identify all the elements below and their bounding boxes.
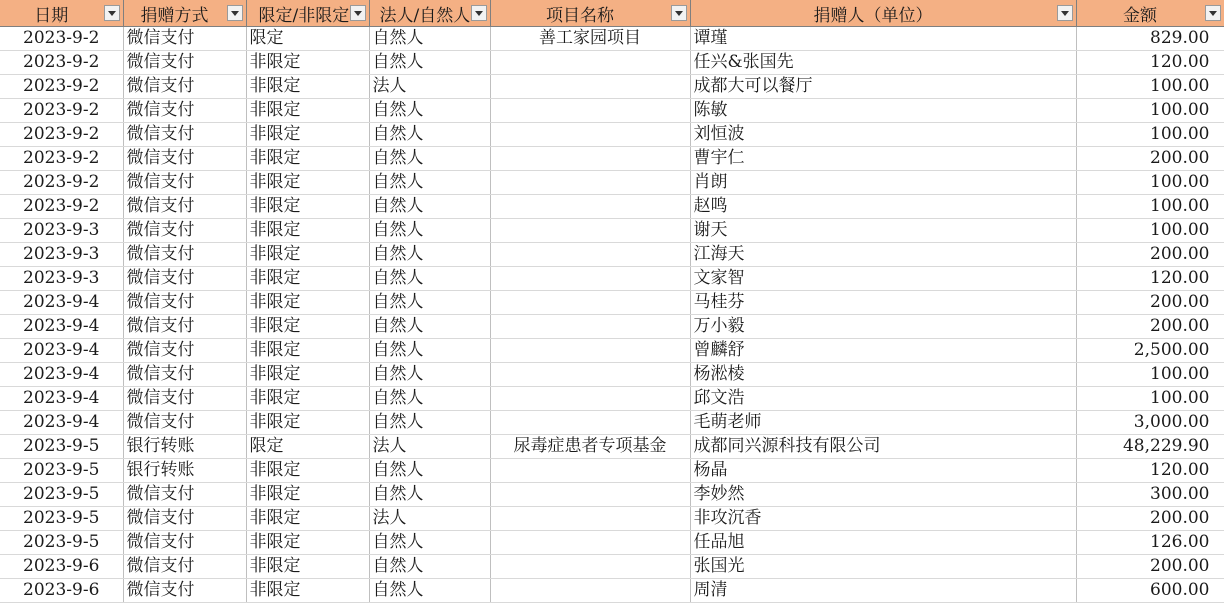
cell-date[interactable]: 2023-9-2	[0, 147, 123, 171]
cell-donor[interactable]: 任品旭	[690, 531, 1076, 555]
header-date[interactable]	[0, 0, 123, 27]
cell-donor[interactable]: 谢天	[690, 219, 1076, 243]
filter-dropdown-icon[interactable]	[227, 5, 243, 21]
cell-limit[interactable]: 限定	[246, 435, 369, 459]
cell-limit[interactable]: 非限定	[246, 51, 369, 75]
cell-amount[interactable]: 48,229.90	[1076, 435, 1224, 459]
table-row	[0, 123, 1224, 147]
cell-amount[interactable]: 100.00	[1076, 219, 1224, 243]
cell-method[interactable]: 微信支付	[123, 243, 246, 267]
cell-date[interactable]: 2023-9-3	[0, 243, 123, 267]
cell-amount[interactable]: 126.00	[1076, 531, 1224, 555]
header-project-label: 项目名称	[546, 5, 614, 26]
cell-method[interactable]: 微信支付	[123, 363, 246, 387]
cell-project[interactable]	[490, 507, 690, 531]
table-row	[0, 531, 1224, 555]
cell-date[interactable]: 2023-9-5	[0, 459, 123, 483]
cell-type[interactable]: 自然人	[369, 51, 490, 75]
cell-type[interactable]: 自然人	[369, 555, 490, 579]
table-row	[0, 147, 1224, 171]
cell-limit[interactable]: 非限定	[246, 219, 369, 243]
cell-limit[interactable]: 非限定	[246, 147, 369, 171]
cell-limit[interactable]: 限定	[246, 27, 369, 51]
table-row	[0, 267, 1224, 291]
cell-type[interactable]: 自然人	[369, 315, 490, 339]
cell-amount[interactable]: 200.00	[1076, 147, 1224, 171]
cell-project[interactable]	[490, 99, 690, 123]
table-row	[0, 51, 1224, 75]
table-row	[0, 555, 1224, 579]
table-row	[0, 99, 1224, 123]
cell-limit[interactable]: 非限定	[246, 291, 369, 315]
header-type[interactable]	[369, 0, 490, 27]
cell-type[interactable]: 自然人	[369, 483, 490, 507]
cell-method[interactable]: 微信支付	[123, 51, 246, 75]
cell-type[interactable]: 自然人	[369, 147, 490, 171]
cell-date[interactable]: 2023-9-4	[0, 363, 123, 387]
cell-type[interactable]: 自然人	[369, 411, 490, 435]
cell-donor[interactable]: 马桂芬	[690, 291, 1076, 315]
cell-amount[interactable]: 120.00	[1076, 267, 1224, 291]
table-row	[0, 507, 1224, 531]
cell-date[interactable]: 2023-9-2	[0, 51, 123, 75]
cell-method[interactable]: 微信支付	[123, 147, 246, 171]
cell-amount[interactable]: 300.00	[1076, 483, 1224, 507]
cell-amount[interactable]: 100.00	[1076, 363, 1224, 387]
cell-donor[interactable]: 曾麟舒	[690, 339, 1076, 363]
cell-limit[interactable]: 非限定	[246, 195, 369, 219]
cell-date[interactable]: 2023-9-6	[0, 579, 123, 603]
cell-type[interactable]: 自然人	[369, 291, 490, 315]
cell-method[interactable]: 微信支付	[123, 555, 246, 579]
table-row	[0, 171, 1224, 195]
cell-method[interactable]: 微信支付	[123, 219, 246, 243]
filter-dropdown-icon[interactable]	[350, 5, 366, 21]
cell-amount[interactable]: 120.00	[1076, 51, 1224, 75]
table-row	[0, 459, 1224, 483]
cell-amount[interactable]: 829.00	[1076, 27, 1224, 51]
header-donor[interactable]	[690, 0, 1076, 27]
table-row	[0, 27, 1224, 51]
cell-project[interactable]	[490, 339, 690, 363]
cell-limit[interactable]: 非限定	[246, 507, 369, 531]
cell-amount[interactable]: 100.00	[1076, 195, 1224, 219]
header-project[interactable]	[490, 0, 690, 27]
cell-date[interactable]: 2023-9-4	[0, 315, 123, 339]
cell-limit[interactable]: 非限定	[246, 579, 369, 603]
cell-date[interactable]: 2023-9-5	[0, 507, 123, 531]
cell-limit[interactable]: 非限定	[246, 99, 369, 123]
cell-amount[interactable]: 600.00	[1076, 579, 1224, 603]
filter-dropdown-icon[interactable]	[671, 5, 687, 21]
cell-method[interactable]: 微信支付	[123, 579, 246, 603]
cell-date[interactable]: 2023-9-3	[0, 267, 123, 291]
filter-dropdown-icon[interactable]	[104, 5, 120, 21]
cell-method[interactable]: 银行转账	[123, 459, 246, 483]
cell-type[interactable]: 自然人	[369, 531, 490, 555]
cell-type[interactable]: 自然人	[369, 459, 490, 483]
cell-project[interactable]	[490, 531, 690, 555]
cell-type[interactable]: 法人	[369, 435, 490, 459]
cell-donor[interactable]: 曹宇仁	[690, 147, 1076, 171]
cell-type[interactable]: 自然人	[369, 219, 490, 243]
table-row	[0, 483, 1224, 507]
cell-date[interactable]: 2023-9-2	[0, 99, 123, 123]
cell-donor[interactable]: 肖朗	[690, 171, 1076, 195]
cell-donor[interactable]: 任兴&张国先	[690, 51, 1076, 75]
cell-project[interactable]	[490, 483, 690, 507]
cell-limit[interactable]: 非限定	[246, 339, 369, 363]
table-row	[0, 339, 1224, 363]
cell-project[interactable]: 善工家园项目	[490, 27, 690, 51]
cell-project[interactable]	[490, 267, 690, 291]
cell-amount[interactable]: 200.00	[1076, 555, 1224, 579]
table-row	[0, 435, 1224, 459]
header-type-label: 法人/自然人	[379, 5, 471, 26]
cell-type[interactable]: 自然人	[369, 123, 490, 147]
cell-project[interactable]	[490, 147, 690, 171]
cell-date[interactable]: 2023-9-2	[0, 123, 123, 147]
cell-amount[interactable]: 100.00	[1076, 171, 1224, 195]
cell-type[interactable]: 自然人	[369, 267, 490, 291]
cell-method[interactable]: 微信支付	[123, 315, 246, 339]
header-amount-label: 金额	[1123, 5, 1157, 26]
cell-method[interactable]: 微信支付	[123, 507, 246, 531]
cell-amount[interactable]: 200.00	[1076, 507, 1224, 531]
cell-project[interactable]	[490, 123, 690, 147]
cell-project[interactable]	[490, 75, 690, 99]
header-row	[0, 0, 1224, 27]
cell-date[interactable]: 2023-9-3	[0, 219, 123, 243]
cell-project[interactable]	[490, 579, 690, 603]
cell-limit[interactable]: 非限定	[246, 459, 369, 483]
cell-date[interactable]: 2023-9-4	[0, 339, 123, 363]
header-method[interactable]	[123, 0, 246, 27]
cell-type[interactable]: 自然人	[369, 195, 490, 219]
cell-donor[interactable]: 成都同兴源科技有限公司	[690, 435, 1076, 459]
cell-limit[interactable]: 非限定	[246, 267, 369, 291]
table-row	[0, 387, 1224, 411]
cell-type[interactable]: 自然人	[369, 27, 490, 51]
cell-method[interactable]: 微信支付	[123, 267, 246, 291]
cell-type[interactable]: 自然人	[369, 339, 490, 363]
filter-dropdown-icon[interactable]	[1205, 5, 1221, 21]
table-row	[0, 291, 1224, 315]
cell-donor[interactable]: 江海天	[690, 243, 1076, 267]
cell-date[interactable]: 2023-9-5	[0, 435, 123, 459]
cell-project[interactable]	[490, 387, 690, 411]
cell-date[interactable]: 2023-9-4	[0, 291, 123, 315]
cell-type[interactable]: 自然人	[369, 171, 490, 195]
cell-type[interactable]: 法人	[369, 507, 490, 531]
cell-project[interactable]	[490, 363, 690, 387]
filter-dropdown-icon[interactable]	[471, 5, 487, 21]
cell-method[interactable]: 微信支付	[123, 195, 246, 219]
cell-type[interactable]: 自然人	[369, 243, 490, 267]
cell-type[interactable]: 自然人	[369, 579, 490, 603]
cell-project[interactable]	[490, 171, 690, 195]
cell-limit[interactable]: 非限定	[246, 483, 369, 507]
cell-donor[interactable]: 邱文浩	[690, 387, 1076, 411]
header-limit[interactable]	[246, 0, 369, 27]
cell-project[interactable]	[490, 459, 690, 483]
header-amount[interactable]	[1076, 0, 1224, 27]
table-row	[0, 315, 1224, 339]
cell-amount[interactable]: 100.00	[1076, 123, 1224, 147]
header-donor-label: 捐赠人（单位）	[813, 5, 933, 26]
cell-limit[interactable]: 非限定	[246, 75, 369, 99]
table-row	[0, 363, 1224, 387]
cell-method[interactable]: 微信支付	[123, 387, 246, 411]
cell-date[interactable]: 2023-9-2	[0, 75, 123, 99]
cell-amount[interactable]: 3,000.00	[1076, 411, 1224, 435]
cell-amount[interactable]: 200.00	[1076, 315, 1224, 339]
cell-donor[interactable]: 赵鸣	[690, 195, 1076, 219]
cell-limit[interactable]: 非限定	[246, 315, 369, 339]
cell-amount[interactable]: 120.00	[1076, 459, 1224, 483]
cell-amount[interactable]: 100.00	[1076, 387, 1224, 411]
table-row	[0, 411, 1224, 435]
cell-method[interactable]: 微信支付	[123, 75, 246, 99]
cell-donor[interactable]: 陈敏	[690, 99, 1076, 123]
cell-donor[interactable]: 非攻沉香	[690, 507, 1076, 531]
cell-method[interactable]: 微信支付	[123, 339, 246, 363]
cell-donor[interactable]: 文家智	[690, 267, 1076, 291]
cell-limit[interactable]: 非限定	[246, 243, 369, 267]
table-row	[0, 75, 1224, 99]
cell-date[interactable]: 2023-9-5	[0, 483, 123, 507]
cell-donor[interactable]: 刘恒波	[690, 123, 1076, 147]
cell-project[interactable]	[490, 555, 690, 579]
cell-amount[interactable]: 100.00	[1076, 75, 1224, 99]
cell-date[interactable]: 2023-9-5	[0, 531, 123, 555]
table-row	[0, 243, 1224, 267]
cell-limit[interactable]: 非限定	[246, 411, 369, 435]
cell-donor[interactable]: 成都大可以餐厅	[690, 75, 1076, 99]
cell-limit[interactable]: 非限定	[246, 387, 369, 411]
cell-amount[interactable]: 200.00	[1076, 243, 1224, 267]
cell-donor[interactable]: 谭瑾	[690, 27, 1076, 51]
cell-type[interactable]: 自然人	[369, 363, 490, 387]
cell-method[interactable]: 微信支付	[123, 483, 246, 507]
cell-limit[interactable]: 非限定	[246, 555, 369, 579]
cell-donor[interactable]: 万小毅	[690, 315, 1076, 339]
table-row	[0, 579, 1224, 603]
cell-project[interactable]	[490, 51, 690, 75]
cell-limit[interactable]: 非限定	[246, 363, 369, 387]
cell-type[interactable]: 法人	[369, 75, 490, 99]
header-date-label: 日期	[34, 5, 69, 26]
cell-date[interactable]: 2023-9-2	[0, 27, 123, 51]
table-row	[0, 195, 1224, 219]
cell-date[interactable]: 2023-9-4	[0, 387, 123, 411]
cell-amount[interactable]: 200.00	[1076, 291, 1224, 315]
cell-limit[interactable]: 非限定	[246, 531, 369, 555]
cell-donor[interactable]: 李妙然	[690, 483, 1076, 507]
cell-method[interactable]: 微信支付	[123, 27, 246, 51]
cell-date[interactable]: 2023-9-2	[0, 195, 123, 219]
header-method-label: 捐赠方式	[140, 5, 209, 26]
cell-limit[interactable]: 非限定	[246, 123, 369, 147]
cell-method[interactable]: 微信支付	[123, 171, 246, 195]
cell-type[interactable]: 自然人	[369, 387, 490, 411]
cell-project[interactable]	[490, 243, 690, 267]
cell-project[interactable]	[490, 291, 690, 315]
cell-method[interactable]: 微信支付	[123, 291, 246, 315]
cell-project[interactable]	[490, 315, 690, 339]
cell-method[interactable]: 微信支付	[123, 123, 246, 147]
cell-donor[interactable]: 周清	[690, 579, 1076, 603]
cell-method[interactable]: 微信支付	[123, 99, 246, 123]
cell-method[interactable]: 银行转账	[123, 435, 246, 459]
cell-date[interactable]: 2023-9-6	[0, 555, 123, 579]
cell-donor[interactable]: 毛萌老师	[690, 411, 1076, 435]
cell-amount[interactable]: 100.00	[1076, 99, 1224, 123]
cell-project[interactable]	[490, 195, 690, 219]
table-row	[0, 219, 1224, 243]
cell-date[interactable]: 2023-9-4	[0, 411, 123, 435]
cell-donor[interactable]: 杨晶	[690, 459, 1076, 483]
cell-project[interactable]: 尿毒症患者专项基金	[490, 435, 690, 459]
cell-amount[interactable]: 2,500.00	[1076, 339, 1224, 363]
cell-method[interactable]: 微信支付	[123, 531, 246, 555]
cell-limit[interactable]: 非限定	[246, 171, 369, 195]
header-limit-label: 限定/非限定	[258, 5, 350, 26]
cell-donor[interactable]: 杨淞棱	[690, 363, 1076, 387]
cell-date[interactable]: 2023-9-2	[0, 171, 123, 195]
cell-method[interactable]: 微信支付	[123, 411, 246, 435]
cell-donor[interactable]: 张国光	[690, 555, 1076, 579]
cell-project[interactable]	[490, 411, 690, 435]
cell-type[interactable]: 自然人	[369, 99, 490, 123]
cell-project[interactable]	[490, 219, 690, 243]
filter-dropdown-icon[interactable]	[1057, 5, 1073, 21]
